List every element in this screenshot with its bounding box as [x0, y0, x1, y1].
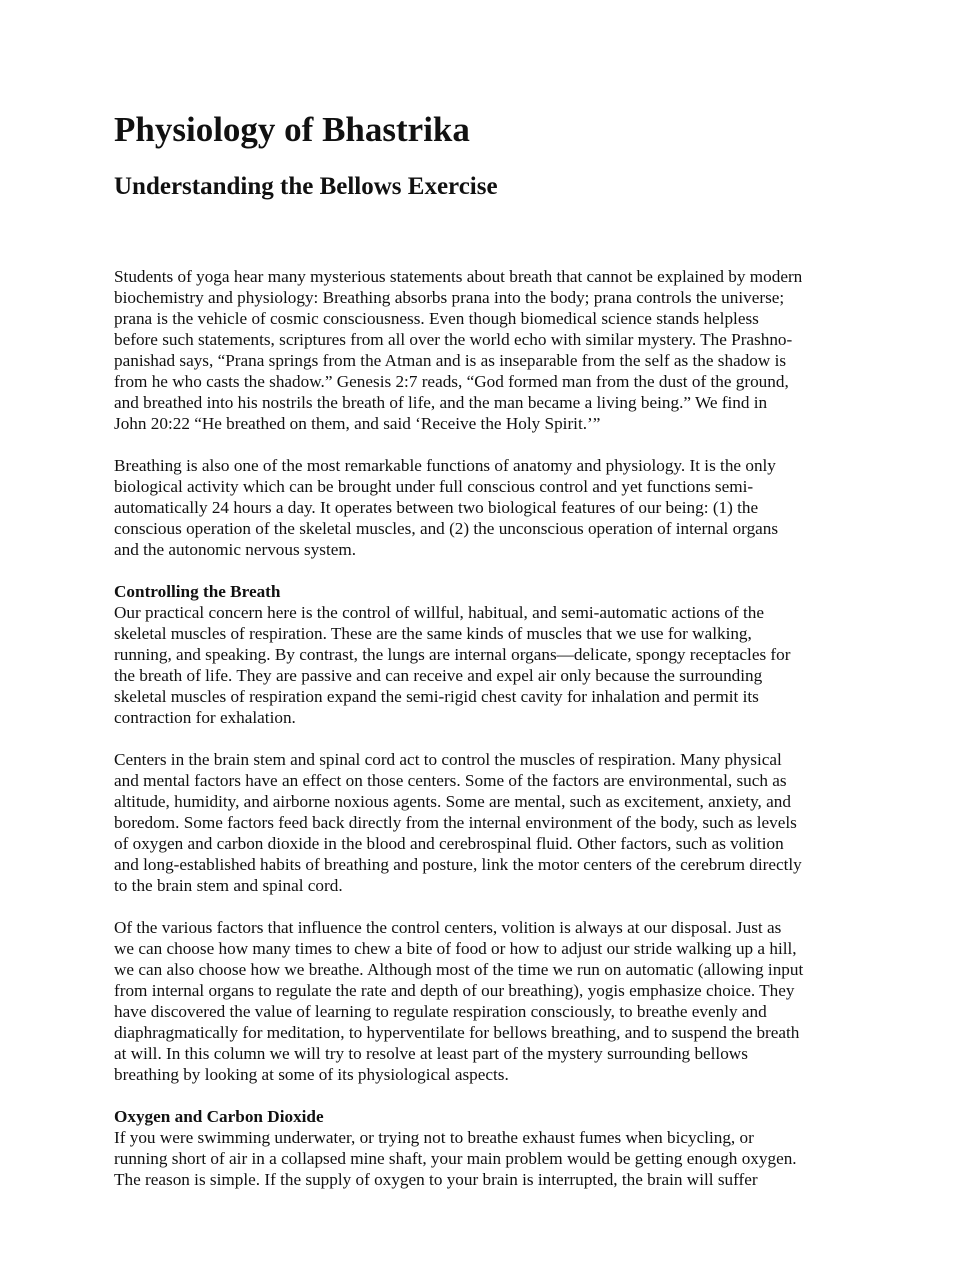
text-line: skeletal muscles of respiration. These are the same kinds of muscles that we use for walking,: [114, 624, 752, 643]
text-line: prana is the vehicle of cosmic consciousness. Even though biomedical science stands helpless: [114, 309, 759, 328]
document-subtitle: Understanding the Bellows Exercise: [114, 173, 498, 200]
text-line: we can choose how many times to chew a bite of food or how to adjust our stride walking up a hill,: [114, 939, 797, 958]
text-line: the breath of life. They are passive and can receive and expel air only because the surrounding: [114, 666, 763, 685]
document-body: [114, 266, 850, 1211]
text-line: The reason is simple. If the supply of oxygen to your brain is interrupted, the brain will suffer: [114, 1170, 758, 1189]
text-line: Centers in the brain stem and spinal cord act to control the muscles of respiration. Many physical: [114, 750, 782, 769]
text-line: panishad says, “Prana springs from the Atman and is as inseparable from the self as the shadow is: [114, 351, 787, 370]
second-paragraph: [114, 455, 850, 560]
text-line: diaphragmatically for meditation, to hyperventilate for bellows breathing, and to suspend the breath: [114, 1023, 800, 1042]
text-line: Our practical concern here is the control of willful, habitual, and semi-automatic actions of the: [114, 603, 765, 622]
text-line: from internal organs to regulate the rate and depth of our breathing), yogis emphasize choice. They: [114, 981, 795, 1000]
controlling-paragraph-1: [114, 602, 850, 728]
text-line: at will. In this column we will try to resolve at least part of the mystery surrounding bellows: [114, 1044, 748, 1063]
text-line: running, and speaking. By contrast, the lungs are internal organs—delicate, spongy receptacles for: [114, 645, 791, 664]
oxygen-paragraph-1: [114, 1127, 850, 1190]
text-line: before such statements, scriptures from all over the world echo with similar mystery. The Prashno-: [114, 330, 793, 349]
text-line: skeletal muscles of respiration expand the semi-rigid chest cavity for inhalation and permit its: [114, 687, 759, 706]
text-line: John 20:22 “He breathed on them, and said ‘Receive the Holy Spirit.’”: [114, 414, 601, 433]
text-line: contraction for exhalation.: [114, 708, 296, 727]
controlling-paragraph-2: [114, 749, 850, 896]
text-line: and the autonomic nervous system.: [114, 540, 357, 559]
text-line: biochemistry and physiology: Breathing absorbs prana into the body; prana controls the universe;: [114, 288, 785, 307]
text-line: we can also choose how we breathe. Although most of the time we run on automatic (allowing input: [114, 960, 804, 979]
text-line: have discovered the value of learning to regulate respiration consciously, to breathe evenly and: [114, 1002, 767, 1021]
text-line: altitude, humidity, and airborne noxious agents. Some are mental, such as excitement, anxiety, and: [114, 792, 791, 811]
text-line: boredom. Some factors feed back directly from the internal environment of the body, such as levels: [114, 813, 797, 832]
document-title: Physiology of Bhastrika: [114, 110, 470, 149]
text-line: Breathing is also one of the most remarkable functions of anatomy and physiology. It is the only: [114, 456, 776, 475]
text-line: Of the various factors that influence the control centers, volition is always at our disposal. Just as: [114, 918, 782, 937]
text-line: running short of air in a collapsed mine shaft, your main problem would be getting enough oxygen.: [114, 1149, 797, 1168]
text-line: of oxygen and carbon dioxide in the blood and cerebrospinal fluid. Other factors, such as volition: [114, 834, 784, 853]
intro-paragraph: [114, 266, 850, 434]
text-line: conscious operation of the skeletal muscles, and (2) the unconscious operation of internal organs: [114, 519, 779, 538]
text-line: If you were swimming underwater, or trying not to breathe exhaust fumes when bicycling, or: [114, 1128, 754, 1147]
text-line: and breathed into his nostrils the breath of life, and the man became a living being.” We find in: [114, 393, 768, 412]
text-line: automatically 24 hours a day. It operates between two biological features of our being: (1) the: [114, 498, 759, 517]
text-line: from he who casts the shadow.” Genesis 2:7 reads, “God formed man from the dust of the ground,: [114, 372, 789, 391]
section-heading-oxygen-carbon-dioxide: Oxygen and Carbon Dioxide: [114, 1107, 324, 1126]
section-heading-controlling-breath: Controlling the Breath: [114, 582, 281, 601]
text-line: and mental factors have an effect on those centers. Some of the factors are environmental, such as: [114, 771, 787, 790]
text-line: to the brain stem and spinal cord.: [114, 876, 343, 895]
text-line: biological activity which can be brought under full conscious control and yet functions semi-: [114, 477, 754, 496]
text-line: breathing by looking at some of its physiological aspects.: [114, 1065, 509, 1084]
text-line: and long-established habits of breathing and posture, link the motor centers of the cerebrum directly: [114, 855, 802, 874]
controlling-paragraph-3: [114, 917, 850, 1085]
text-line: Students of yoga hear many mysterious statements about breath that cannot be explained by modern: [114, 267, 803, 286]
